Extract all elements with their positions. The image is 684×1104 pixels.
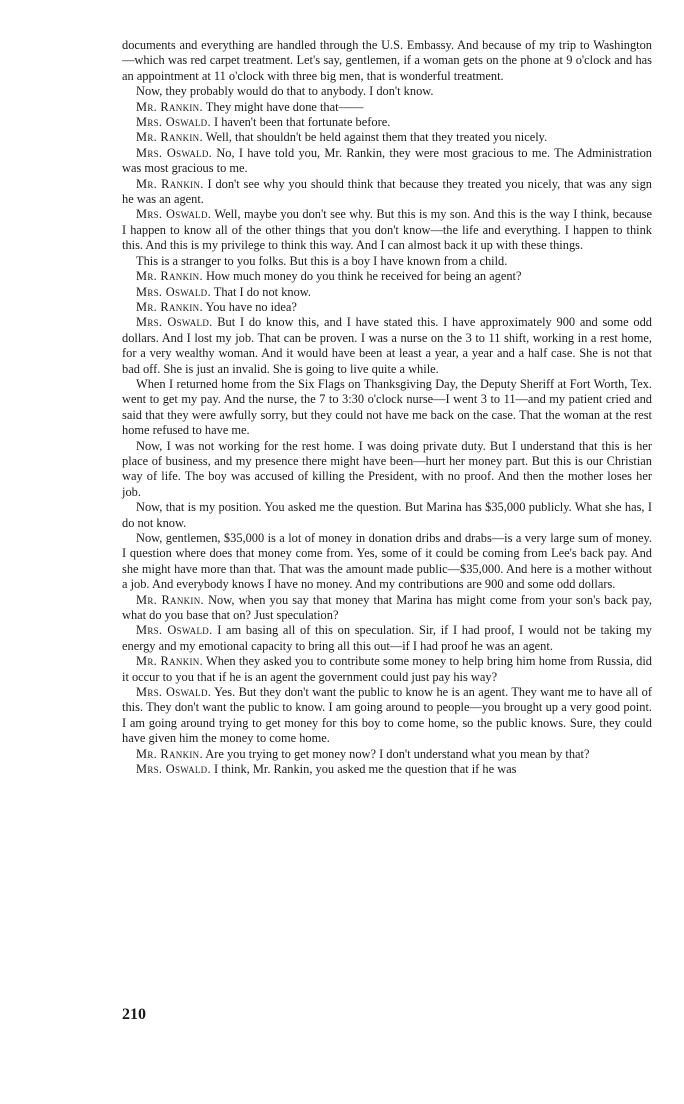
paragraph: Mr. Rankin. Are you trying to get money now? I don't understand what you mean by that?: [136, 746, 590, 761]
paragraph: Now, gentlemen, $35,000 is a lot of money in donation dribs and drabs—is a very large sum of money. I question where does that money come from. Yes, some of it could be coming from Lee's back pay. And she might have more than that. That was the amount made public—$35,000. And here is a mother without a job. And everybody knows I have no money. And my contributions are 900 and some odd dollars.: [122, 531, 652, 592]
paragraph: Mrs. Oswald. Yes. But they don't want the public to know he is an agent. They want me to have all of this. They don't want the public to know. I am going around to people—you brought up a very good point. I am going around trying to get money for this boy to come home, so the public knows. Sure, they could have given him the money to come home.: [122, 685, 652, 746]
speaker-label: Mrs. Oswald.: [136, 145, 213, 160]
speaker-label: Mr. Rankin.: [136, 269, 203, 284]
paragraph: Mr. Rankin. Well, that shouldn't be held against them that they treated you nicely.: [136, 130, 548, 145]
paragraph: Mrs. Oswald. Well, maybe you don't see why. But this is my son. And this is the way I think, because I happen to know all of the other things that you don't know—the life and everything. I happen to think this. And this is my privilege to think this way. And I can almost back it up with these things.: [122, 207, 652, 253]
speaker-label: Mrs. Oswald.: [136, 762, 211, 777]
speaker-label: Mr. Rankin.: [136, 130, 203, 145]
paragraph: Now, I was not working for the rest home. I was doing private duty. But I understand that this is her place of business, and my presence there might have been—hurt her money part. But this is our Christian way of life. The boy was accused of killing the President, with no proof. And then the mother loses her job.: [122, 438, 652, 499]
paragraph: Mrs. Oswald. But I do know this, and I have stated this. I have approximately 900 and some odd dollars. And I lost my job. That can be proven. I was a nurse on the 3 to 11 shift, working in a rest home, for a very wealthy woman. And it would have been at least a year, a year and a half case. She is not that bad off. She is just an invalid. She is going to live quite a while.: [122, 315, 652, 376]
paragraph: Mr. Rankin. How much money do you think he received for being an agent?: [136, 269, 522, 284]
speaker-label: Mrs. Oswald.: [136, 207, 212, 222]
page-number: 210: [122, 1006, 146, 1023]
paragraph: Mr. Rankin. Now, when you say that money that Marina has might come from your son's back pay, what do you base that on? Just speculation?: [122, 592, 652, 623]
paragraph: Mr. Rankin. You have no idea?: [136, 299, 297, 314]
transcript-page: [122, 38, 652, 778]
speaker-label: Mrs. Oswald.: [136, 685, 212, 700]
speaker-label: Mr. Rankin.: [136, 99, 203, 114]
speaker-label: Mr. Rankin.: [136, 176, 204, 191]
paragraph: Mr. Rankin. They might have done that——: [136, 99, 364, 114]
speaker-label: Mr. Rankin.: [136, 299, 203, 314]
paragraph: Mrs. Oswald. That I do not know.: [136, 284, 312, 299]
paragraph: Now, that is my position. You asked me the question. But Marina has $35,000 publicly. What she has, I do not know.: [122, 500, 652, 530]
speaker-label: Mrs. Oswald.: [136, 623, 213, 638]
paragraph: documents and everything are handled through the U.S. Embassy. And because of my trip to Washington—which was red carpet treatment. Let's say, gentlemen, if a woman gets on the phone at 9 o'clock and has an appointment at 11 o'clock with three big men, that is wonderful treatment.: [122, 38, 652, 83]
paragraph: This is a stranger to you folks. But this is a boy I have known from a child.: [136, 253, 508, 268]
paragraph: Now, they probably would do that to anybody. I don't know.: [136, 84, 434, 99]
paragraph: Mrs. Oswald. I am basing all of this on speculation. Sir, if I had proof, I would not be taking my energy and my emotional capacity to bring all this out—if I had proof he was an agent.: [122, 623, 652, 653]
paragraph: Mrs. Oswald. No, I have told you, Mr. Rankin, they were most gracious to me. The Administration was most gracious to me.: [122, 145, 652, 176]
paragraph: When I returned home from the Six Flags on Thanksgiving Day, the Deputy Sheriff at Fort Worth, Tex. went to get my pay. And the nurse, the 7 to 3:30 o'clock nurse—I went 3 to 11—and my patient cried and said that they were awfully sorry, but they could not have me back on the case. That the woman at the rest home refused to have me.: [122, 376, 652, 438]
speaker-label: Mrs. Oswald.: [136, 315, 213, 330]
speaker-label: Mrs. Oswald.: [136, 115, 211, 130]
speaker-label: Mr. Rankin.: [136, 746, 203, 761]
paragraph: Mrs. Oswald. I think, Mr. Rankin, you asked me the question that if he was: [136, 762, 517, 777]
speaker-label: Mrs. Oswald.: [136, 284, 211, 299]
paragraph: Mr. Rankin. I don't see why you should think that because they treated you nicely, that was any sign he was an agent.: [122, 176, 652, 207]
speaker-label: Mr. Rankin.: [136, 592, 204, 607]
paragraph: Mr. Rankin. When they asked you to contribute some money to help bring him home from Russia, did it occur to you that if he is an agent the government could just pay his way?: [122, 654, 653, 684]
speaker-label: Mr. Rankin.: [136, 654, 204, 669]
paragraph: Mrs. Oswald. I haven't been that fortunate before.: [136, 115, 391, 130]
